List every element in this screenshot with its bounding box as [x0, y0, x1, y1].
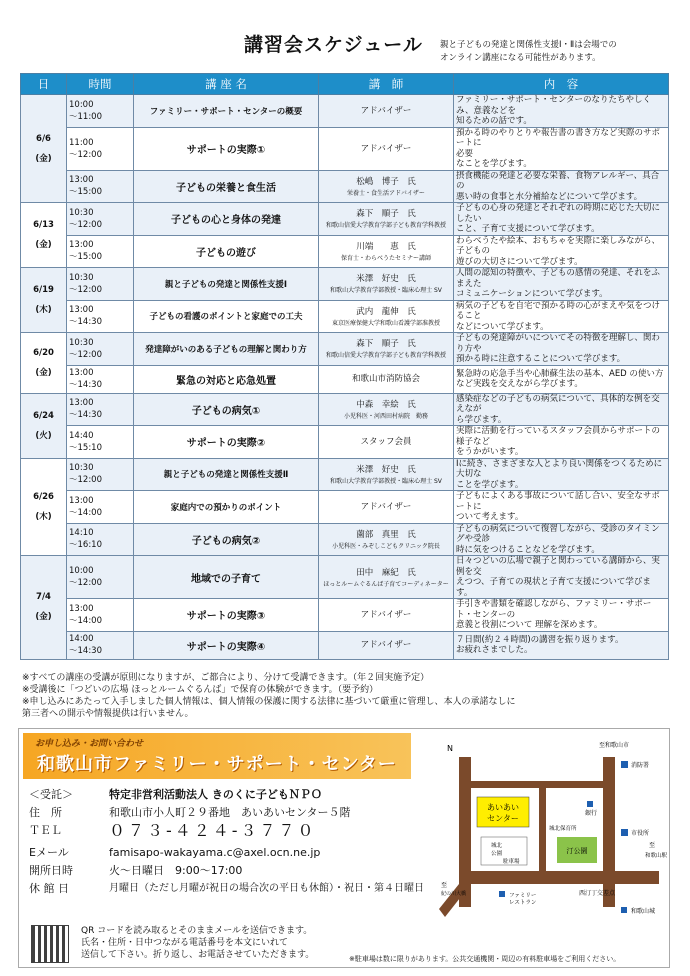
course-name: 子どもの看護のポイントと家庭での工夫 [134, 300, 319, 333]
svg-text:あいあい: あいあい [487, 803, 519, 812]
time-cell: 13:00 ～14:00 [67, 491, 134, 524]
bank-icon [587, 801, 593, 807]
svg-text:汀公園: 汀公園 [566, 847, 588, 855]
lecturer-cell: 薗部 真里 氏 小児科医・みぞしこどもクリニック院長 [319, 523, 454, 556]
table-row [21, 599, 669, 632]
svg-text:城北保育所: 城北保育所 [549, 826, 577, 832]
time-cell: 10:30 ～12:00 [67, 203, 134, 236]
castle-icon [621, 907, 627, 913]
time-cell: 10:00 ～12:00 [67, 556, 134, 599]
svg-text:和歌山駅: 和歌山駅 [645, 853, 667, 859]
time-cell: 13:00 ～15:00 [67, 170, 134, 203]
content-cell: 摂食機能の発達と必要な栄養、食物アレルギー、具合の 悪い時の食事と水分補給などについて学びます。 [454, 170, 669, 203]
course-name: 子どもの心と身体の発達 [134, 203, 319, 236]
access-map [439, 737, 667, 933]
svg-text:公園: 公園 [491, 851, 503, 857]
lecturer-cell: アドバイザー [319, 631, 454, 659]
content-cell: Ⅰに続き、さまざまな人とより良い関係をつくるために大切な ことを学びます。 [454, 458, 669, 491]
table-row [21, 365, 669, 393]
qr-code[interactable] [31, 925, 69, 963]
course-name: 子どもの病気② [134, 523, 319, 556]
lecturer-cell: 田中 麻紀 氏 ほっとルームぐるんば子育てコーディネーター [319, 556, 454, 599]
contact-banner: お申し込み・お問い合わせ 和歌山市ファミリー・サポート・センター [23, 733, 411, 779]
map-road [459, 871, 659, 884]
lecturer-cell: アドバイザー [319, 599, 454, 632]
content-cell: ７日間(約２４時間)の講習を振り返ります。 お疲れさまでした。 [454, 631, 669, 659]
svg-text:銀行: 銀行 [585, 810, 598, 817]
header-lecturer: 講 師 [319, 74, 454, 95]
svg-text:駐車場: 駐車場 [503, 859, 520, 865]
course-name: 発達障がいのある子どもの理解と関わり方 [134, 333, 319, 366]
lecturer-cell: 森下 順子 氏 和歌山信愛大学教育学部子ども教育学科教授 [319, 333, 454, 366]
fire-station-icon [621, 761, 628, 768]
contact-box: お申し込み・お問い合わせ 和歌山市ファミリー・サポート・センター ＜受託＞ 特定非営利活動法人 きのくに子どもＮＰＯ 住 所 和歌山市小人町２９番地 あいあいセンター５階 ＴＥＬ ０７３-４２４-３７７０ Eメール famisapo-wakayama.c@axel.ocn.ne.jp 開所日時 火～日曜日 9:00～17:00 休 館 日 月曜日（ただし月曜が祝日の場合次の平日も休館）・祝日・第４日曜日 QR コードを読み取るとそのままメールを送信できます。 氏名・住所・日中つながる電話番号を本文にいれて 送信して下さい。折り返し、お電話させていただきます。 あいあい センター 汀公園 城北 公園 駐車場 N 至和歌山市 消防署 銀行 城北保育所 市役所 西汀丁交差点 ファミリー レストラン 至 紀の川大橋 至 和歌山駅 和歌山城 ※駐車場は数に限りがあります。公共交通機関・周辺の有料駐車場をご利用ください。 [18, 728, 670, 968]
table-row [21, 426, 669, 459]
date-cell: 6/13 (金) [21, 203, 67, 268]
date-cell: 6/20 (金) [21, 333, 67, 394]
date-cell: 6/24 (火) [21, 393, 67, 458]
content-cell: 人間の認知の特徴や、子どもの感情の発達、それをふまえた コミュニケーションについて学びます。 [454, 268, 669, 301]
course-name: サポートの実際① [134, 127, 319, 170]
date-cell: 7/4 (金) [21, 556, 67, 660]
content-cell: ファミリー・サポート・センターのなりたちやしくみ、意義などを 知るための話です。 [454, 95, 669, 128]
svg-text:西汀丁交差点: 西汀丁交差点 [579, 890, 616, 897]
header-date: 日 [21, 74, 67, 95]
lecturer-cell: アドバイザー [319, 95, 454, 128]
course-name: 地域での子育て [134, 556, 319, 599]
table-row [21, 95, 669, 128]
lecturer-cell: 森下 順子 氏 和歌山信愛大学教育学部子ども教育学科教授 [319, 203, 454, 236]
city-office-icon [621, 829, 628, 836]
content-cell: 預かる時のやりとりや報告書の書き方など実際のサポートに 必要 なことを学びます。 [454, 127, 669, 170]
table-row [21, 235, 669, 268]
content-cell: 子どもの発達障がいについてその特徴を理解し、関わり方や 預かる時に注意することについて学びます。 [454, 333, 669, 366]
course-name: ファミリー・サポート・センターの概要 [134, 95, 319, 128]
time-cell: 11:00 ～12:00 [67, 127, 134, 170]
lecturer-cell: アドバイザー [319, 127, 454, 170]
time-cell: 10:00 ～11:00 [67, 95, 134, 128]
content-cell: 感染症などの子どもの病気について、具体的な例を交えなが ら学びます。 [454, 393, 669, 426]
date-cell: 6/26 (木) [21, 458, 67, 556]
svg-text:至: 至 [441, 882, 448, 889]
time-cell: 13:00 ～15:00 [67, 235, 134, 268]
table-row [21, 170, 669, 203]
course-name: サポートの実際③ [134, 599, 319, 632]
header-course: 講 座 名 [134, 74, 319, 95]
online-note: 親と子どもの発達と関係性支援Ⅰ・Ⅱは会場での オンライン講座になる可能性があります。 [440, 40, 617, 63]
content-cell: 実際に活動を行っているスタッフ会員からサポートの様子など をうかがいます。 [454, 426, 669, 459]
schedule-header [21, 74, 669, 95]
svg-text:レストラン: レストラン [509, 900, 537, 906]
lecturer-cell: 武内 龍伸 氏 東京医療保健大学和歌山看護学部准教授 [319, 300, 454, 333]
lecturer-cell: 川端 恵 氏 保育士・わらべうたセミナー講師 [319, 235, 454, 268]
time-cell: 10:30 ～12:00 [67, 333, 134, 366]
table-row [21, 300, 669, 333]
table-row [21, 556, 669, 599]
map-road [471, 781, 603, 788]
page-title: 講習会スケジュール [244, 34, 423, 56]
lecturer-cell: アドバイザー [319, 491, 454, 524]
table-row [21, 523, 669, 556]
map-road [539, 781, 546, 873]
schedule-table [20, 73, 669, 660]
table-row [21, 491, 669, 524]
svg-text:消防署: 消防署 [631, 762, 650, 769]
time-cell: 13:00 ～14:30 [67, 393, 134, 426]
table-row [21, 631, 669, 659]
lecturer-cell: スタッフ会員 [319, 426, 454, 459]
time-cell: 14:10 ～16:10 [67, 523, 134, 556]
table-row [21, 333, 669, 366]
north-icon: N [447, 744, 453, 753]
time-cell: 10:30 ～12:00 [67, 268, 134, 301]
phone-number[interactable]: ０７３-４２４-３７７０ [109, 821, 317, 840]
course-name: 親と子どもの発達と関係性支援Ⅰ [134, 268, 319, 301]
course-name: 親と子どもの発達と関係性支援Ⅱ [134, 458, 319, 491]
course-name: 子どもの病気① [134, 393, 319, 426]
svg-text:和歌山城: 和歌山城 [631, 908, 656, 915]
restaurant-icon [499, 891, 505, 897]
lecturer-cell: 米澤 好史 氏 和歌山大学教育学部教授・臨床心理士 SV [319, 458, 454, 491]
time-cell: 13:00 ～14:00 [67, 599, 134, 632]
content-cell: 日々つどいの広場で親子と関わっている講師から、実例を交 えつつ、子育ての現状と子育て支援について学びます。 [454, 556, 669, 599]
lecturer-cell: 米澤 好史 氏 和歌山大学教育学部教授・臨床心理士 SV [319, 268, 454, 301]
content-cell: 子どもの心身の発達とそれぞれの時期に応じた大切にしたい こと、子育て支援について学びます。 [454, 203, 669, 236]
time-cell: 10:30 ～12:00 [67, 458, 134, 491]
date-cell: 6/6 (金) [21, 95, 67, 203]
email-address[interactable]: famisapo-wakayama.c@axel.ocn.ne.jp [109, 846, 321, 859]
qr-instructions: QR コードを読み取るとそのままメールを送信できます。 氏名・住所・日中つながる電話番号を本文にいれて 送信して下さい。折り返し、お電話させていただきます。 [81, 926, 315, 960]
svg-text:紀の川大橋: 紀の川大橋 [441, 891, 467, 897]
course-name: 子どもの栄養と食生活 [134, 170, 319, 203]
svg-text:至: 至 [649, 842, 656, 849]
time-cell: 13:00 ～14:30 [67, 365, 134, 393]
course-name: 緊急の対応と応急処置 [134, 365, 319, 393]
lecturer-cell: 中森 幸絵 氏 小児科医・河西田村病院 勤務 [319, 393, 454, 426]
course-name: 子どもの遊び [134, 235, 319, 268]
course-name: サポートの実際④ [134, 631, 319, 659]
table-row [21, 268, 669, 301]
lecturer-cell: 和歌山市消防協会 [319, 365, 454, 393]
svg-text:センター: センター [487, 814, 519, 823]
content-cell: わらべうたや絵本、おもちゃを実際に楽しみながら、子どもの 遊びの大切さについて学びます。 [454, 235, 669, 268]
content-cell: 病気の子どもを自宅で預かる時の心がまえや気をつけること などについて学びます。 [454, 300, 669, 333]
svg-text:至和歌山市: 至和歌山市 [599, 742, 630, 749]
time-cell: 14:00 ～14:30 [67, 631, 134, 659]
svg-text:市役所: 市役所 [631, 830, 650, 837]
header-time: 時間 [67, 74, 134, 95]
header-content: 内 容 [454, 74, 669, 95]
lecturer-cell: 松嶋 博子 氏 栄養士・食生活アドバイザー [319, 170, 454, 203]
content-cell: 子どもによくある事故について話し合い、安全なサポートに ついて考えます。 [454, 491, 669, 524]
content-cell: 子どもの病気について復習しながら、受診のタイミングや受診 時に気をつけることなどを学びます。 [454, 523, 669, 556]
svg-text:城北: 城北 [491, 843, 503, 849]
center-name: 和歌山市ファミリー・サポート・センター [37, 754, 397, 775]
course-name: 家庭内での預かりのポイント [134, 491, 319, 524]
content-cell: 手引きや書類を確認しながら、ファミリー・サポート・センターの 意義と役割について 理解を深めます。 [454, 599, 669, 632]
map-road [603, 757, 615, 907]
time-cell: 14:40 ～15:10 [67, 426, 134, 459]
svg-text:ファミリー: ファミリー [509, 893, 537, 899]
table-row [21, 393, 669, 426]
time-cell: 13:00 ～14:30 [67, 300, 134, 333]
footnotes: ※すべての講座の受講が原則になりますが、ご都合により、分けて受講できます。（年２回実施予定） ※受講後に「つどいの広場 ほっとルームぐるんば」で保育の体験ができます。（要予約） ※申し込みにあたって入手しました個人情報は、個人情報の保護に関する法律に基づいて厳重に管理し、本人の承諾なしに 第三者への開示や情報提供は行いません。 [22, 673, 516, 719]
table-row [21, 203, 669, 236]
course-name: サポートの実際② [134, 426, 319, 459]
parking-note: ※駐車場は数に限りがあります。公共交通機関・周辺の有料駐車場をご利用ください。 [349, 955, 621, 963]
content-cell: 緊急時の応急手当や心肺蘇生法の基本、AED の使い方 など実践を交えながら学びます。 [454, 365, 669, 393]
date-cell: 6/19 (木) [21, 268, 67, 333]
table-row [21, 458, 669, 491]
table-row [21, 127, 669, 170]
